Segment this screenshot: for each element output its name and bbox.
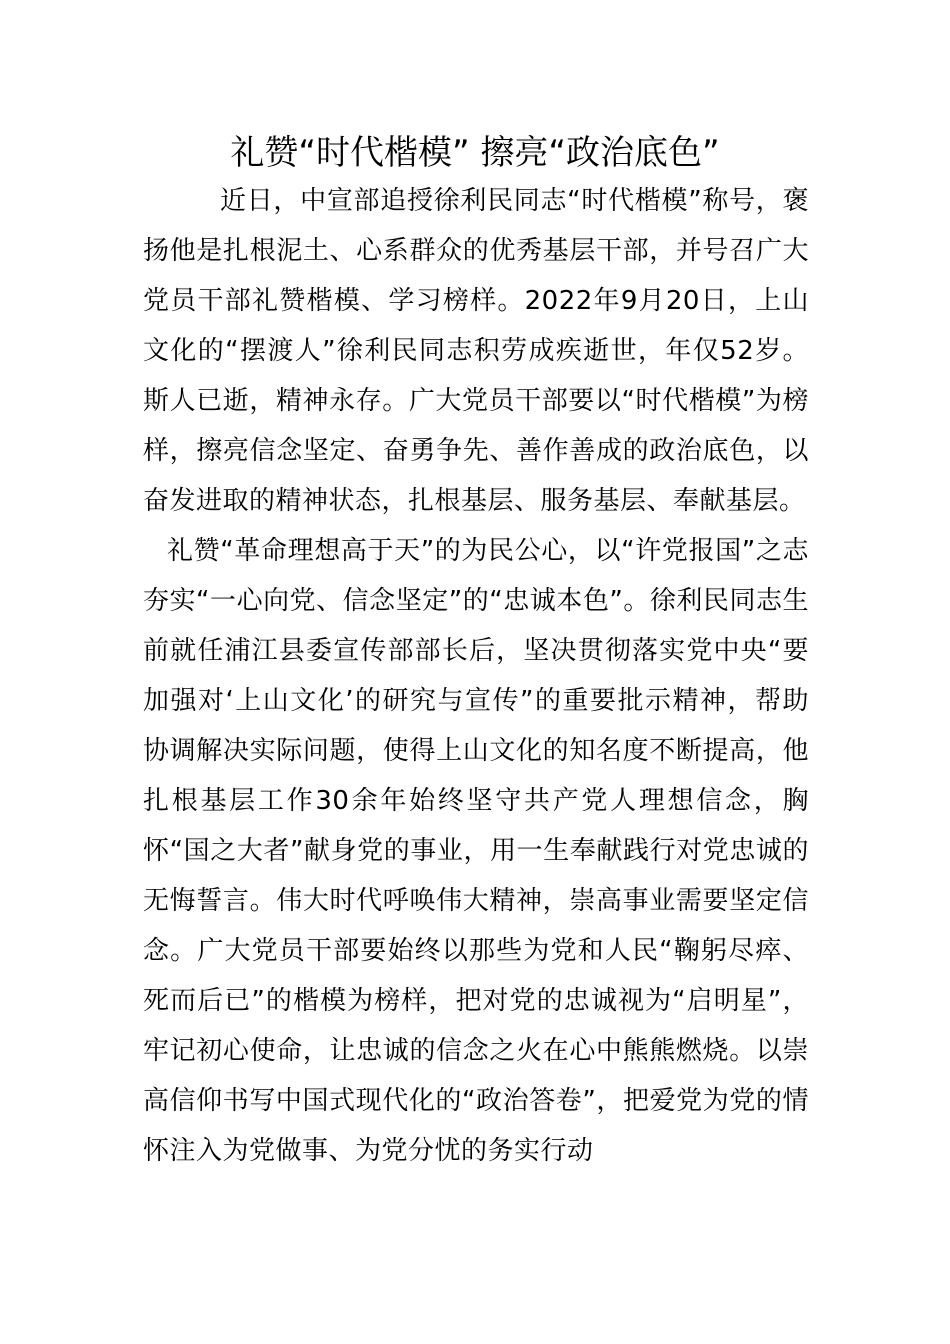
paragraph-2: 礼赞“革命理想高于天”的为民公心，以“许党报国”之志夯实“一心向党、信念坚定”的“忠诚本色”。徐利民同志生前就任浦江县委宣传部部长后，坚决贯彻落实党中央“要加强对‘上山文化’的研究与宣传”的重要批示精神，帮助协调解决实际问题，使得上山文化的知名度不断提高，他扎根基层工作30余年始终坚守共产党人理想信念，胸怀“国之大者”献身党的事业，用一生奉献践行对党忠诚的无悔誓言。伟大时代呼唤伟大精神，崇高事业需要坚定信念。广大党员干部要始终以那些为党和人民“鞠躬尽瘁、死而后已”的楷模为榜样，把对党的忠诚视为“启明星”，牢记初心使命，让忠诚的信念之火在心中熊熊燃烧。以崇高信仰书写中国式现代化的“政治答卷”，把爱党为党的情怀注入为党做事、为党分忧的务实行动 xyxy=(143,536,809,1166)
document-body xyxy=(143,176,809,1176)
document-title: 礼赞“时代楷模” 擦亮“政治底色” xyxy=(230,133,720,173)
paragraph-1: 近日，中宣部追授徐利民同志“时代楷模”称号，褒扬他是扎根泥土、心系群众的优秀基层干部，并号召广大党员干部礼赞楷模、学习榜样。2022年9月20日，上山文化的“摆渡人”徐利民同志积劳成疾逝世，年仅52岁。斯人已逝，精神永存。广大党员干部要以“时代楷模”为榜样，擦亮信念坚定、奋勇争先、善作善成的政治底色，以奋发进取的精神状态，扎根基层、服务基层、奉献基层。 xyxy=(143,186,809,516)
